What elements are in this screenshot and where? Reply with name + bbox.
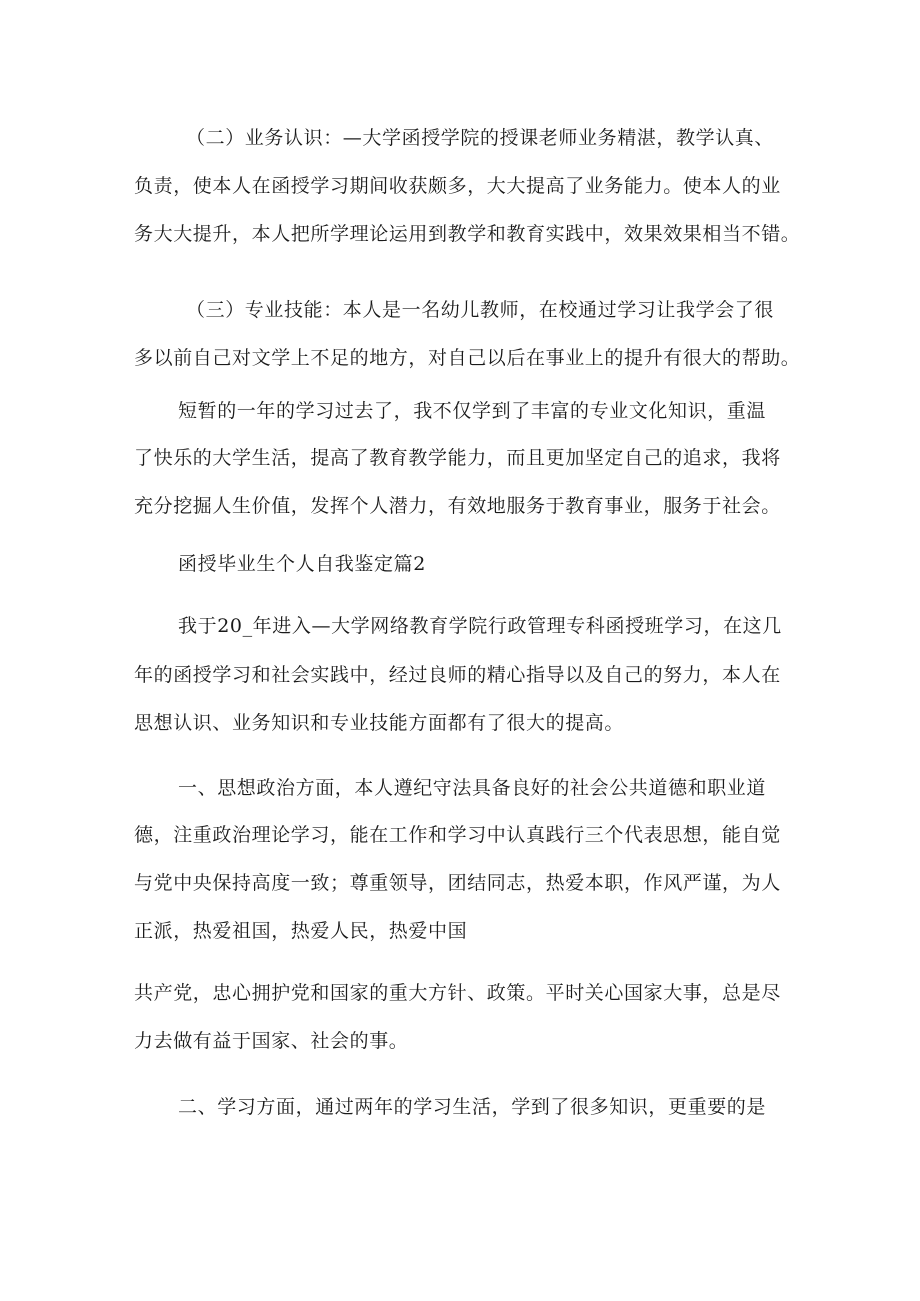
text-line: 短暂的一年的学习过去了，我不仅学到了丰富的专业文化知识，重温 [178, 400, 767, 422]
text-line: 充分挖掘人生价值，发挥个人潜力，有效地服务于教育事业，服务于社会。 [134, 495, 781, 517]
text-line: 正派，热爱祖国，热爱人民，热爱中国 [134, 920, 468, 942]
text-line: 共产党，忠心拥护党和国家的重大方针、政策。平时关心国家大事，总是尽 [134, 982, 781, 1004]
text-line: （二）业务认识：—大学函授学院的授课老师业务精湛，教学认真、 [186, 127, 775, 149]
text-line: 思想认识、业务知识和专业技能方面都有了很大的提高。 [134, 712, 625, 734]
text-line: 年的函授学习和社会实践中，经过良师的精心指导以及自己的努力，本人在 [134, 664, 781, 686]
text-line: 与党中央保持高度一致；尊重领导，团结同志，热爱本职，作风严谨，为人 [134, 872, 781, 894]
text-line: 多以前自己对文学上不足的地方，对自己以后在事业上的提升有很大的帮助。 [134, 347, 801, 369]
text-line: 我于20_年进入—大学网络教育学院行政管理专科函授班学习，在这几 [178, 615, 782, 637]
text-line: 德，注重政治理论学习，能在工作和学习中认真践行三个代表思想，能自觉 [134, 824, 781, 846]
text-line: （三）专业技能：本人是一名幼儿教师，在校通过学习让我学会了很 [186, 299, 775, 321]
text-line: 务大大提升，本人把所学理论运用到教学和教育实践中，效果效果相当不错。 [134, 223, 801, 245]
section-heading: 函授毕业生个人自我鉴定篇2 [178, 553, 426, 575]
text-line: 一、思想政治方面，本人遵纪守法具备良好的社会公共道德和职业道 [178, 777, 767, 799]
text-line: 力去做有益于国家、社会的事。 [134, 1030, 409, 1052]
text-line: 二、学习方面，通过两年的学习生活，学到了很多知识，更重要的是 [178, 1096, 767, 1118]
text-line: 负责，使本人在函授学习期间收获颇多，大大提高了业务能力。使本人的业 [134, 175, 781, 197]
text-line: 了快乐的大学生活，提高了教育教学能力，而且更加坚定自己的追求，我将 [134, 447, 781, 469]
